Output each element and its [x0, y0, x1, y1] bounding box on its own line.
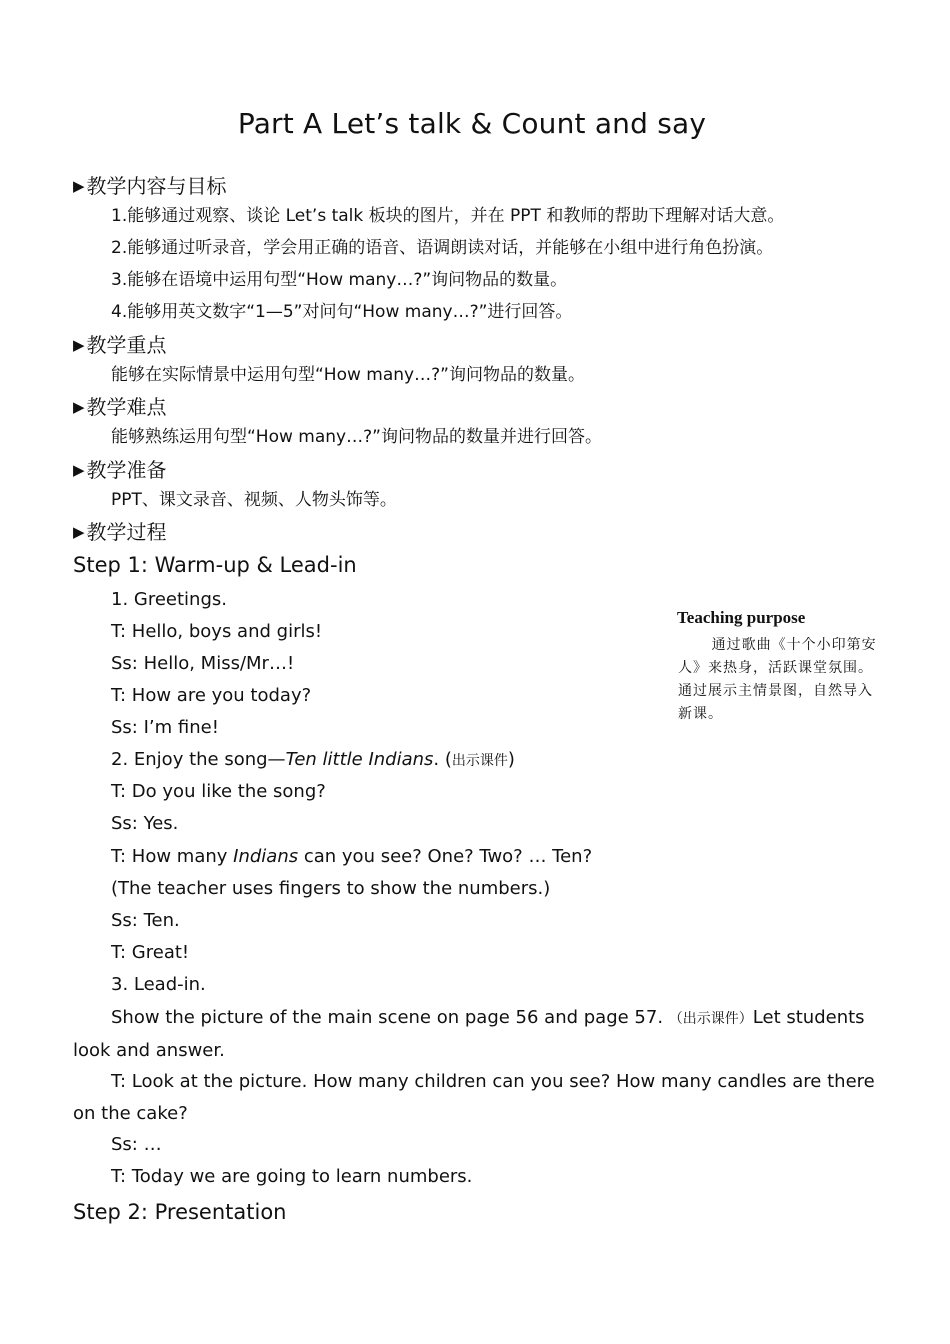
song-title: Ten little Indians — [285, 749, 434, 770]
key-point-text: 能够在实际情景中运用句型“How many…?”询问物品的数量。 — [111, 365, 585, 385]
prep-text: PPT、课文录音、视频、人物头饰等。 — [111, 490, 397, 510]
dialog-line: Ss: I’m fine! — [111, 717, 219, 738]
dialog-line: T: How many Indians can you see? One? Two? … Ten? — [111, 846, 593, 867]
section-heading-difficult: ▶ 教学难点 — [73, 395, 167, 419]
goal-item: 4.能够用英文数字“1—5”对问句“How many…?”进行回答。 — [111, 302, 573, 322]
dialog-line: 2. Enjoy the song—Ten little Indians. (出示课件) — [111, 749, 515, 770]
step-2-title: Step 2: Presentation — [73, 1200, 287, 1224]
dialog-line: T: Do you like the song? — [111, 781, 326, 802]
section-heading-content: ▶ 教学内容与目标 — [73, 174, 227, 198]
dialog-line: T: Today we are going to learn numbers. — [111, 1166, 473, 1187]
page-title: Part A Let’s talk & Count and say — [237, 107, 707, 140]
difficult-point-text: 能够熟练运用句型“How many…?”询问物品的数量并进行回答。 — [111, 427, 602, 447]
triangle-icon: ▶ — [73, 336, 85, 354]
dialog-line: Ss: Hello, Miss/Mr…! — [111, 653, 295, 674]
section-heading-key: ▶ 教学重点 — [73, 333, 167, 357]
dialog-line: 3. Lead-in. — [111, 974, 206, 995]
goal-item: 3.能够在语境中运用句型“How many…?”询问物品的数量。 — [111, 270, 568, 290]
section-heading-process: ▶ 教学过程 — [73, 520, 167, 544]
triangle-icon: ▶ — [73, 177, 85, 195]
goal-item: 1.能够通过观察、谈论 Let’s talk 板块的图片，并在 PPT 和教师的帮助下理解对话大意。 — [111, 206, 785, 226]
step-1-title: Step 1: Warm-up & Lead-in — [73, 553, 357, 577]
dialog-line: T: Hello, boys and girls! — [111, 621, 323, 642]
triangle-icon: ▶ — [73, 398, 85, 416]
dialog-line: Ss: … — [111, 1134, 162, 1155]
dialog-line: T: Great! — [111, 942, 190, 963]
goal-item: 2.能够通过听录音，学会用正确的语音、语调朗读对话，并能够在小组中进行角色扮演。 — [111, 238, 774, 258]
dialog-line: Ss: Ten. — [111, 910, 180, 931]
leadin-question: T: Look at the picture. How many children can you see? How many candles are there on the cake? — [73, 1071, 875, 1124]
teaching-purpose-text: 通过歌曲《十个小印第安人》来热身，活跃课堂氛围。通过展示主情景图，自然导入新课。 — [678, 637, 877, 722]
dialog-line: 1. Greetings. — [111, 589, 227, 610]
section-heading-prep: ▶ 教学准备 — [73, 458, 167, 482]
teaching-purpose-title: Teaching purpose — [677, 608, 806, 627]
dialog-line: T: How are you today? — [111, 685, 312, 706]
dialog-line: (The teacher uses fingers to show the numbers.) — [111, 878, 551, 899]
triangle-icon: ▶ — [73, 523, 85, 541]
leadin-paragraph: Show the picture of the main scene on page 56 and page 57. （出示课件）Let students look and answer. — [73, 1007, 865, 1061]
triangle-icon: ▶ — [73, 461, 85, 479]
dialog-line: Ss: Yes. — [111, 813, 179, 834]
